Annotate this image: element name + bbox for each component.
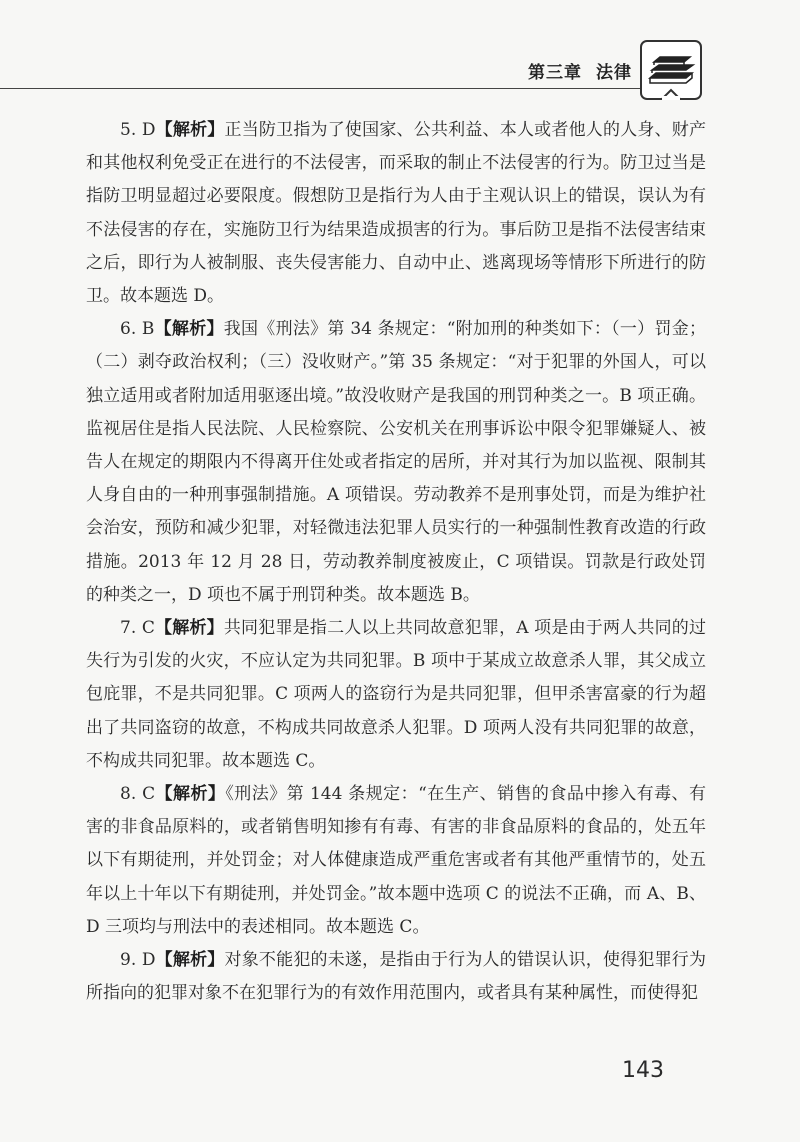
analysis-tag: 【解析】: [155, 120, 225, 140]
explanation-text: 对象不能犯的未遂，是指由于行为人的错误认识，使得犯罪行为所指向的犯罪对象不在犯罪行为的有效作用范围内，或者具有某种属性，而使得犯: [86, 950, 707, 1004]
stacked-books-icon: [640, 40, 702, 102]
explanation-paragraph: [86, 114, 706, 313]
header-rule: [0, 88, 648, 89]
chapter-title: 法律: [596, 63, 632, 83]
explanation-text: 正当防卫指为了使国家、公共利益、本人或者他人的人身、财产和其他权利免受正在进行的不法侵害，而采取的制止不法侵害的行为。防卫过当是指防卫明显超过必要限度。假想防卫是指行为人由于主观认识上的错误，误认为有不法侵害的存在，实施防卫行为结果造成损害的行为。事后防卫是指不法侵害结束之后，即行为人被制服、丧失侵害能力、自动中止、逃离现场等情形下所进行的防卫。故本题选 D。: [86, 120, 707, 307]
analysis-tag: 【解析】: [154, 618, 224, 639]
answer-label: 7. C: [120, 618, 155, 639]
answer-label: 6. B: [120, 319, 155, 340]
explanation-paragraph: [86, 612, 706, 778]
answer-explanations: [86, 114, 706, 1010]
analysis-tag: 【解析】: [154, 319, 224, 340]
explanation-text: 共同犯罪是指二人以上共同故意犯罪，A 项是由于两人共同的过失行为引发的火灾，不应认定为共同犯罪。B 项中于某成立故意杀人罪，其父成立包庇罪，不是共同犯罪。C 项两人的盗窃行为是共同犯罪，但甲杀害富豪的行为超出了共同盗窃的故意，不构成共同故意杀人犯罪。D 项两人没有共同犯罪的故意，不构成共同犯罪。故本题选 C。: [86, 618, 706, 771]
answer-label: 5. D: [120, 120, 156, 140]
answer-label: 9. D: [120, 950, 156, 971]
page-number: 143: [622, 1058, 664, 1083]
explanation-paragraph: [86, 944, 706, 1010]
explanation-paragraph: [86, 313, 706, 612]
explanation-paragraph: [86, 778, 706, 944]
analysis-tag: 【解析】: [155, 784, 226, 805]
analysis-tag: 【解析】: [155, 950, 225, 971]
explanation-text: 《刑法》第 144 条规定：“在生产、销售的食品中掺入有毒、有害的非食品原料的，或者销售明知掺有有毒、有害的非食品原料的食品的，处五年以下有期徒刑，并处罚金；对人体健康造成严重危害或者有其他严重情节的，处五年以上十年以下有期徒刑，并处罚金。”故本题中选项 C 的说法不正确，而 A、B、D 三项均与刑法中的表述相同。故本题选 C。: [86, 784, 707, 937]
answer-label: 8. C: [120, 784, 156, 805]
explanation-text: 我国《刑法》第 34 条规定：“附加刑的种类如下：（一）罚金；（二）剥夺政治权利；（三）没收财产。”第 35 条规定：“对于犯罪的外国人，可以独立适用或者附加适用驱逐出境。”故没收财产是我国的刑罚种类之一。B 项正确。监视居住是指人民法院、人民检察院、公安机关在刑事诉讼中限令犯罪嫌疑人、被告人在规定的期限内不得离开住处或者指定的居所，并对其行为加以监视、限制其人身自由的一种刑事强制措施。A 项错误。劳动教养不是刑事处罚，而是为维护社会治安，预防和减少犯罪，对轻微违法犯罪人员实行的一种强制性教育改造的行政措施。2013 年 12 月 28 日，劳动教养制度被废止，C 项错误。罚款是行政处罚的种类之一，D 项也不属于刑罚种类。故本题选 B。: [86, 319, 706, 605]
chapter-label: 第三章: [528, 63, 582, 83]
running-head: [528, 58, 632, 83]
page-header: [0, 0, 800, 100]
